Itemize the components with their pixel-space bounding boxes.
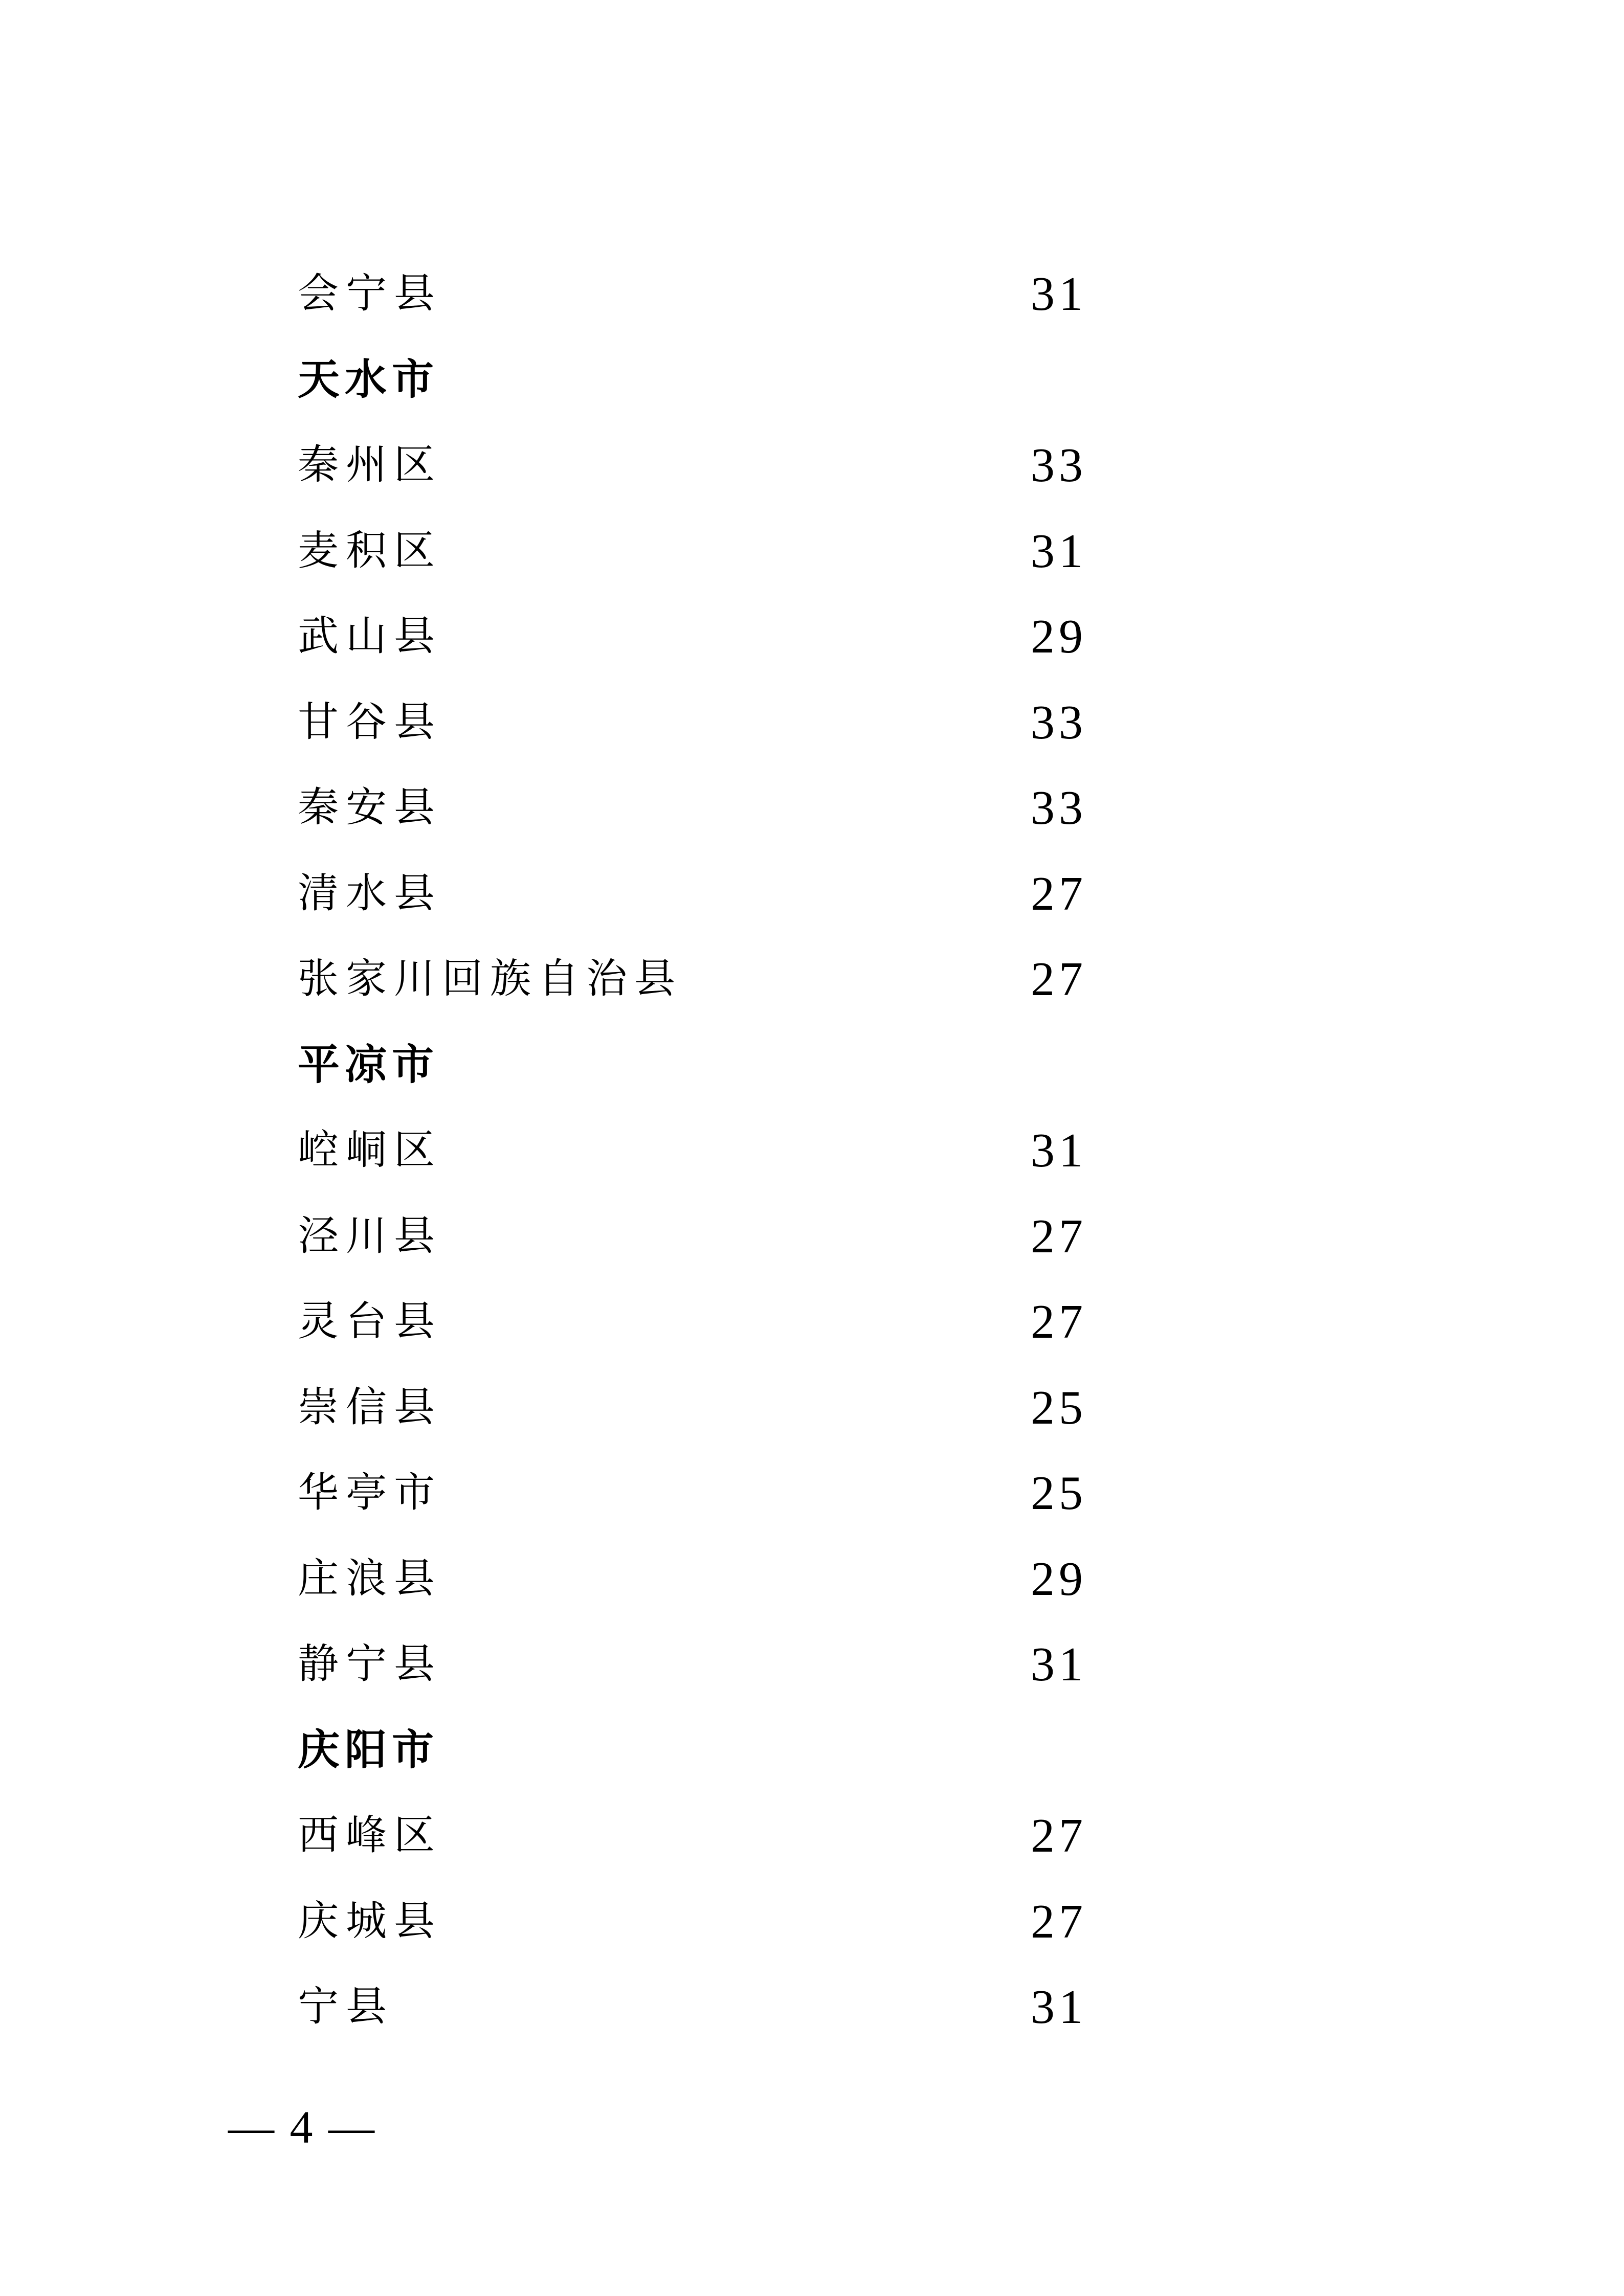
region-name: 清水县 (298, 871, 442, 916)
region-name: 武山县 (298, 614, 442, 659)
region-name: 甘谷县 (298, 700, 442, 745)
region-name: 崇信县 (298, 1385, 442, 1430)
region-row (298, 937, 1624, 1022)
region-name: 灵台县 (298, 1299, 442, 1344)
region-value: 27 (1031, 1209, 1087, 1263)
region-value: 27 (1031, 1895, 1087, 1948)
region-value: 31 (1031, 524, 1087, 578)
region-value: 31 (1031, 267, 1087, 321)
region-row (298, 851, 1624, 936)
city-name: 平凉市 (298, 1040, 439, 1089)
region-value: 27 (1031, 1295, 1087, 1348)
region-value: 33 (1031, 439, 1087, 492)
region-value: 25 (1031, 1381, 1087, 1434)
region-row (298, 1108, 1624, 1193)
region-name: 静宁县 (298, 1642, 442, 1687)
region-row (298, 1965, 1624, 2050)
region-row (298, 1537, 1624, 1622)
region-row (298, 594, 1624, 679)
region-name: 秦州区 (298, 443, 442, 488)
region-name: 泾川县 (298, 1213, 442, 1259)
city-header-row (298, 1023, 1624, 1108)
region-value: 29 (1031, 610, 1087, 663)
region-name: 庆城县 (298, 1899, 442, 1944)
region-row (298, 680, 1624, 765)
region-name: 秦安县 (298, 785, 442, 830)
city-header-row (298, 337, 1624, 422)
region-row (298, 509, 1624, 594)
city-name: 庆阳市 (298, 1725, 439, 1774)
region-name: 麦积区 (298, 528, 442, 574)
region-name: 西峰区 (298, 1813, 442, 1858)
region-value: 29 (1031, 1552, 1087, 1606)
region-value: 31 (1031, 1980, 1087, 2034)
region-row (298, 1365, 1624, 1450)
region-name: 华亭市 (298, 1471, 442, 1516)
region-row (298, 423, 1624, 508)
region-row (298, 766, 1624, 850)
region-row (298, 1279, 1624, 1364)
region-row (298, 1622, 1624, 1707)
region-name: 崆峒区 (298, 1128, 442, 1173)
city-name: 天水市 (298, 355, 439, 404)
region-value: 33 (1031, 781, 1087, 835)
region-name: 宁县 (298, 1985, 394, 2030)
region-value: 31 (1031, 1638, 1087, 1691)
page-number: — 4 — (228, 2102, 376, 2153)
region-value: 27 (1031, 867, 1087, 920)
region-value: 25 (1031, 1467, 1087, 1520)
region-value: 33 (1031, 695, 1087, 749)
region-value: 31 (1031, 1124, 1087, 1177)
region-row (298, 1879, 1624, 1964)
city-header-row (298, 1708, 1624, 1793)
region-name: 张家川回族自治县 (298, 957, 682, 1002)
region-row (298, 1793, 1624, 1878)
region-row (298, 1451, 1624, 1536)
region-row (298, 252, 1624, 336)
region-name: 庄浪县 (298, 1556, 442, 1602)
region-row (298, 1194, 1624, 1279)
region-value: 27 (1031, 1809, 1087, 1862)
region-name: 会宁县 (298, 272, 442, 317)
region-value: 27 (1031, 953, 1087, 1006)
